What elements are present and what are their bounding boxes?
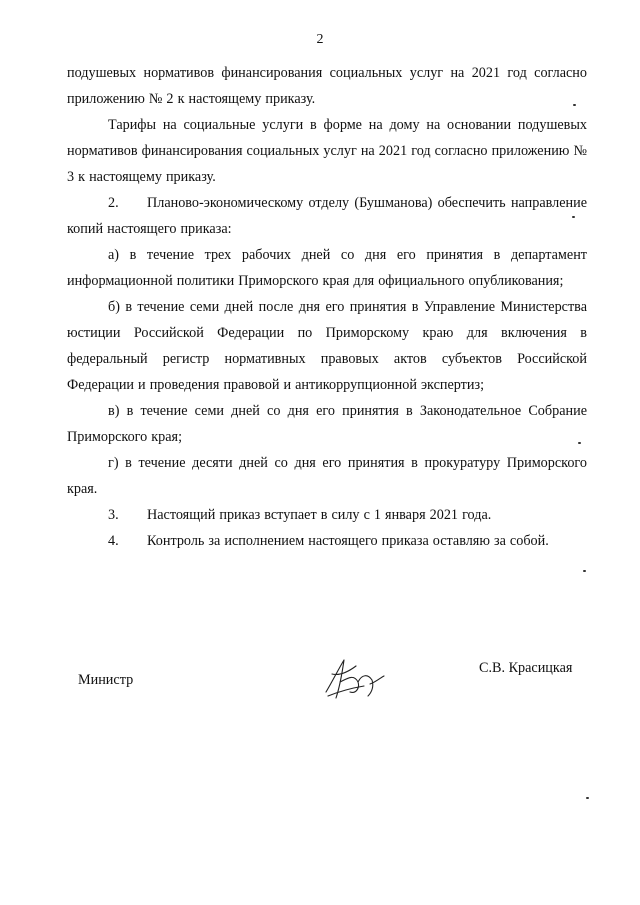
scan-speck	[573, 104, 576, 106]
paragraph-subitem-v: в) в течение семи дней со дня его принятия в Законодательное Собрание Приморского края;	[67, 403, 587, 445]
paragraph-subitem-a: а) в течение трех рабочих дней со дня его принятия в департамент информационной политики Приморского края для официального опубликования;	[67, 247, 587, 289]
paragraph-item-3	[67, 502, 587, 528]
signatory-role: Министр	[78, 672, 134, 688]
scan-speck	[583, 570, 586, 572]
paragraph-item-4	[67, 528, 587, 554]
handwritten-signature	[318, 652, 392, 704]
paragraph-subitem-g: г) в течение десяти дней со дня его принятия в прокуратуру Приморского края.	[67, 455, 587, 497]
scan-speck	[586, 797, 589, 799]
signatory-name: С.В. Красицкая	[479, 660, 573, 676]
item-number-3: 3.	[108, 507, 119, 523]
scan-speck	[578, 442, 581, 444]
paragraph-subitem-b: б) в течение семи дней после дня его принятия в Управление Министерства юстиции Российской Федерации по Приморскому краю для включения в федеральный регистр нормативных правовых актов субъектов Российской Федерации и проведения правовой и антикоррупционной экспертиз;	[67, 299, 587, 393]
paragraph-continuation: подушевых нормативов финансирования социальных услуг на 2021 год согласно приложению № 2 к настоящему приказу.	[67, 65, 587, 107]
item-number-2: 2.	[108, 195, 119, 211]
item-number-4: 4.	[108, 533, 119, 549]
page-number: 2	[316, 32, 324, 47]
scan-speck	[572, 216, 575, 218]
item-2-text: Планово-экономическому отделу (Бушманова) обеспечить направление копий настоящего приказа:	[67, 195, 587, 237]
item-4-text: Контроль за исполнением настоящего приказа оставляю за собой.	[147, 533, 549, 549]
paragraph-item-2	[67, 190, 587, 242]
order-body	[67, 60, 587, 554]
item-3-text: Настоящий приказ вступает в силу с 1 января 2021 года.	[147, 507, 492, 523]
paragraph-tariffs: Тарифы на социальные услуги в форме на дому на основании подушевых нормативов финансирования социальных услуг на 2021 год согласно приложению № 3 к настоящему приказу.	[67, 117, 587, 185]
